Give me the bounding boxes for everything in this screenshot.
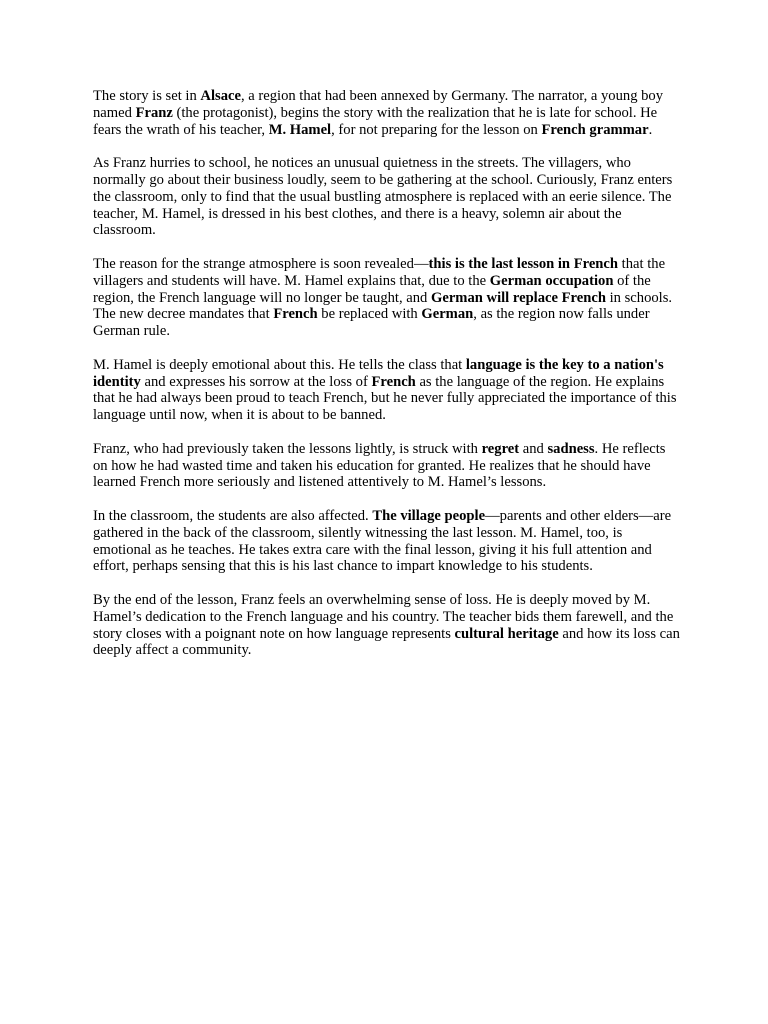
text-run: that the villagers and students will have. M. Hamel explains that, due to the [93,255,666,289]
text-run: By the end of the lesson, Franz feels an overwhelming sense of loss. He is deeply moved by M. Hamel’s dedication to the French language and his country. The teacher bids them farewell, and the story closes with a poignant note on how language represents [93,591,674,642]
paragraph-7 [93,592,683,659]
bold-run: Alsace [200,88,241,104]
bold-run: language is the key to a nation's identity [93,356,664,390]
paragraph-3 [93,256,683,340]
bold-run: German [421,306,474,323]
bold-run: Franz [135,104,173,121]
text-run: and [519,440,548,457]
text-run: and how its loss can deeply affect a community. [93,625,680,659]
text-run: , a region that had been annexed by Germany. The narrator, a young boy named [93,88,664,121]
text-run: of the region, the French language will no longer be taught, and [93,272,651,306]
text-run: —parents and other elders—are gathered in the back of the classroom, silently witnessing the last lesson. M. Hamel, too, is emotional as he teaches. He takes extra care with the final lesson, giving it his full attention and effort, perhaps sensing that this is his last chance to impart knowledge to his students. [93,507,672,575]
text-run: and expresses his sorrow at the loss of [140,373,372,390]
paragraph-2 [93,155,683,239]
text-run: As Franz hurries to school, he notices an unusual quietness in the streets. The villagers, who normally go about their business loudly, seem to be gathering at the school. Curiously, Franz enters the classroom, only to find that the usual bustling atmosphere is replaced with an eerie silence. The teacher, M. Hamel, is dressed in his best clothes, and there is a heavy, solemn air about the classroom. [93,155,673,239]
text-run: In the classroom, the students are also affected. [93,507,373,524]
text-run: The reason for the strange atmosphere is soon revealed— [93,255,429,272]
text-run: Franz, who had previously taken the lessons lightly, is struck with [93,440,482,457]
text-run: . [648,121,653,138]
bold-run: French [273,306,318,323]
text-run: The story is set in [93,88,201,104]
bold-run: M. Hamel [268,121,332,138]
paragraph-4 [93,357,683,424]
text-run: in schools. The new decree mandates that [93,289,673,323]
paragraph-6 [93,508,683,575]
bold-run: French grammar [541,121,649,138]
text-run: (the protagonist), begins the story with the realization that he is late for school. He fears the wrath of his teacher, [93,104,658,138]
bold-run: this is the last lesson in French [428,255,619,272]
text-run: M. Hamel is deeply emotional about this. He tells the class that [93,356,466,373]
bold-run: French [371,373,416,390]
text-run: as the language of the region. He explains that he had always been proud to teach French, but he never fully appreciated the importance of this language until now, when it is about to be banned. [93,373,677,424]
text-run: , for not preparing for the lesson on [331,121,542,138]
bold-run: German occupation [489,272,614,289]
paragraph-1 [93,88,683,138]
bold-run: sadness [547,440,595,457]
bold-run: The village people [372,507,486,524]
text-run: . He reflects on how he had wasted time and taken his education for granted. He realizes that he should have learned French more seriously and listened attentively to M. Hamel’s lessons. [93,440,666,491]
paragraph-5 [93,441,683,491]
bold-run: cultural heritage [454,625,559,642]
bold-run: regret [481,440,520,457]
bold-run: German will replace French [431,289,606,306]
document-body [93,88,683,676]
text-run: be replaced with [317,306,422,323]
text-run: , as the region now falls under German rule. [93,306,650,340]
